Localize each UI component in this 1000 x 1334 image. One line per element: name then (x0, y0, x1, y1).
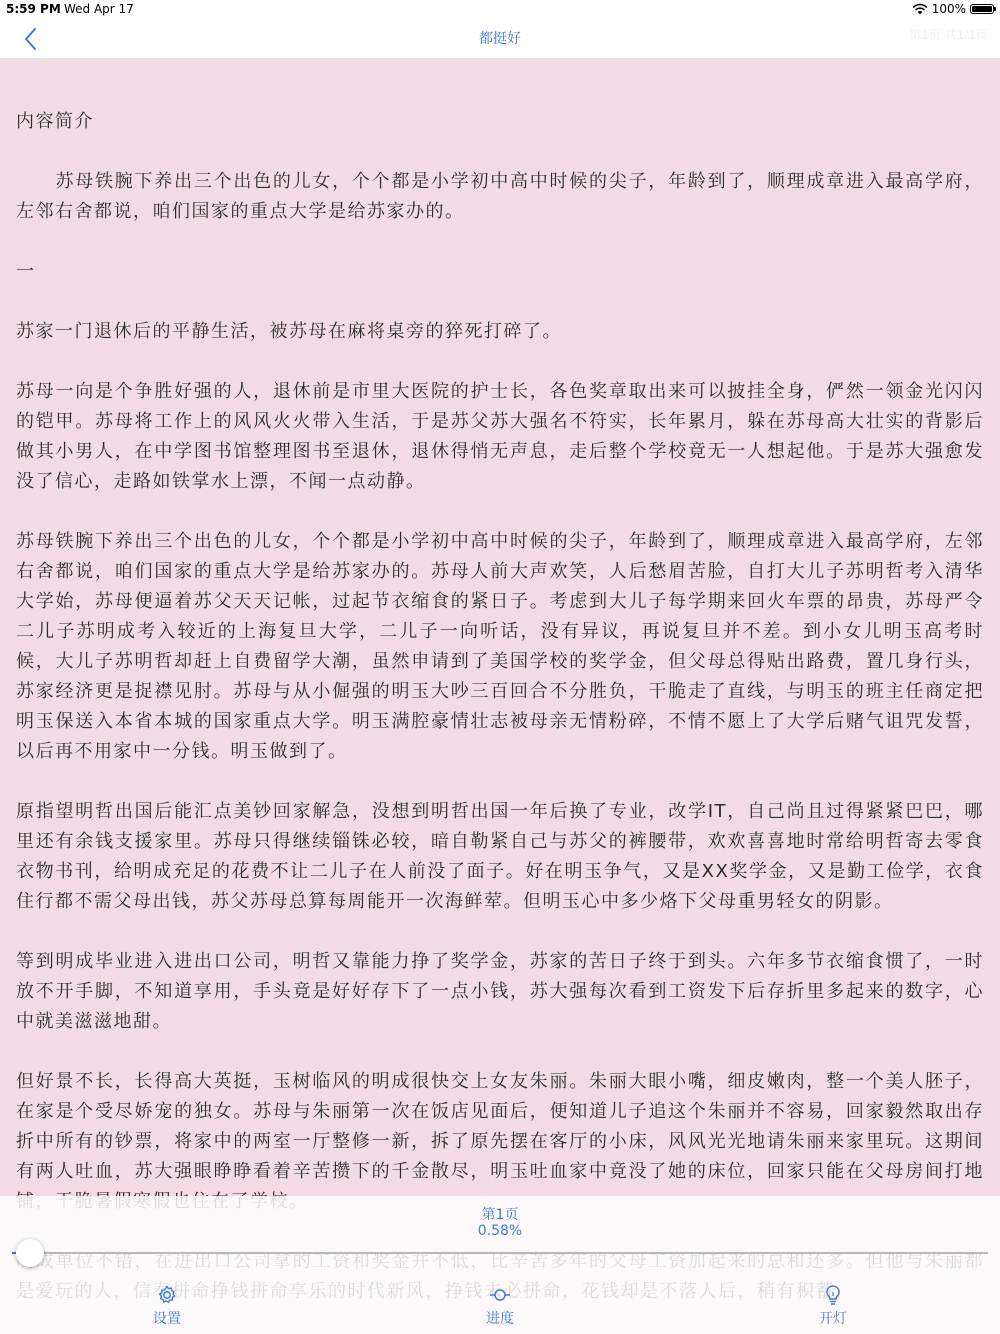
paragraph: 苏母铁腕下养出三个出色的儿女，个个都是小学初中高中时候的尖子，年龄到了，顺理成章进入最高学府，左邻右舍都说，咱们国家的重点大学是给苏家办的。苏母人前大声欢笑，人后愁眉苦脸，自打大儿子苏明哲考入清华大学始，苏母便逼着苏父天天记帐，过起节衣缩食的紧日子。考虑到大儿子每学期来回火车票的昂贵，苏母严令二儿子苏明成考入较近的上海复旦大学，二儿子一向听话，没有异议，再说复旦并不差。到小女儿明玉高考时候，大儿子苏明哲却赶上自费留学大潮，虽然申请到了美国学校的奖学金，但父母总得贴出路费，置几身行头，苏家经济更是捉襟见肘。苏母与从小倔强的明玉大吵三百回合不分胜负，干脆走了直线，与明玉的班主任商定把明玉保送入本省本城的国家重点大学。明玉满腔豪情壮志被母亲无情粉碎，不情不愿上了大学后赌气诅咒发誓，以后再不用家中一分钱。明玉做到了。 (16, 531, 984, 762)
paragraph-gap (0, 917, 1000, 947)
light-button[interactable] (798, 1284, 868, 1328)
page-indicator: 第1页 共1/1页 (909, 28, 988, 42)
progress-slider-thumb[interactable] (16, 1239, 44, 1267)
paragraph-gap (0, 767, 1000, 797)
paragraph-gap (0, 347, 1000, 377)
paragraph: 苏家一门退休后的平静生活，被苏母在麻将桌旁的猝死打碎了。 (16, 321, 562, 342)
progress-page-label: 第1页 (481, 1207, 519, 1223)
paragraph-list (0, 107, 1000, 1307)
paragraph: 一 (16, 261, 36, 282)
wifi-icon (912, 3, 928, 15)
paragraph: 内容简介 (16, 111, 94, 132)
status-right (912, 2, 994, 16)
lightbulb-icon (822, 1284, 844, 1306)
paragraph: 但好景不长，长得高大英挺，玉树临风的明成很快交上女友朱丽。朱丽大眼小嘴，细皮嫩肉，整一个美人胚子，在家是个受尽娇宠的独女。苏母与朱丽第一次在饭店见面后，便知道儿子追这个朱丽并不容易，回家毅然取出存折中所有的钞票，将家中的两室一厅整修一新，拆了原先摆在客厅的小床，风风光光地请朱丽来家里玩。这期间有两人吐血，苏大强眼睁睁看着辛苦攒下的千金散尽，明玉吐血家中竟没了她的床位，回家只能在父母房间打地 (16, 1071, 984, 1182)
battery-percent: 100% (931, 2, 966, 16)
paragraph-gap (0, 497, 1000, 527)
paragraph: 原指望明哲出国后能汇点美钞回家解急，没想到明哲出国一年后换了专业，改学IT，自己尚且过得紧紧巴巴，哪里还有余钱支援家里。苏母只得继续锱铢必较，暗自勒紧自己与苏父的裤腰带，欢欢喜喜地时常给明哲寄去零食衣物书刊，给明成充足的花费不让二儿子在人前没了面子。好在明玉争气，又是XX奖学金，又是勤工俭学，衣食住行都不需父母出钱，苏父苏母总算每周能开一次海鲜荤。但明玉心中多少烙下父母重男轻女的阴影。 (16, 801, 984, 912)
paragraph: 苏母铁腕下养出三个出色的儿女，个个都是小学初中高中时候的尖子，年龄到了，顺理成章进入最高学府，左邻右舍都说，咱们国家的重点大学是给苏家办的。 (16, 171, 984, 222)
paragraph-gap (0, 227, 1000, 257)
status-date: Wed Apr 17 (64, 2, 134, 16)
reader-content[interactable] (0, 59, 1000, 1334)
paragraph: 等到明成毕业进入进出口公司，明哲又靠能力挣了奖学金，苏家的苦日子终于到头。六年多节衣缩食惯了，一时放不开手脚，不知道享用，手头竟是好好存下了一点小钱，苏大强每次看到工资发下后存折里多起来的数字，心中就美滋滋地甜。 (16, 951, 984, 1032)
page-title: 都挺好 (479, 31, 521, 47)
status-time: 5:59 PM (6, 2, 61, 16)
paragraph-gap (0, 287, 1000, 317)
nav-bar (0, 20, 1000, 59)
settings-label: 设置 (153, 1311, 181, 1327)
progress-slider[interactable] (12, 1252, 988, 1254)
bottom-panel (0, 1196, 1000, 1334)
paragraph: 苏母一向是个争胜好强的人，退休前是市里大医院的护士长，各色奖章取出来可以披挂全身，俨然一领金光闪闪的铠甲。苏母将工作上的风风火火带入生活，于是苏父苏大强名不符实，长年累月，躲在苏母高大壮实的背影后做其小男人，在中学图书馆整理图书至退休，退休得悄无声息，走后整个学校竟无一人想起他。于是苏大强愈发没了信心，走路如铁掌水上漂，不闻一点动静。 (16, 381, 984, 492)
progress-icon (489, 1284, 511, 1306)
paragraph-gap (0, 1037, 1000, 1067)
paragraph-gap (0, 137, 1000, 167)
gear-icon (156, 1284, 178, 1306)
progress-label: 进度 (486, 1311, 514, 1327)
battery-icon (970, 4, 994, 14)
settings-button[interactable] (132, 1284, 202, 1328)
status-bar (0, 0, 1000, 20)
progress-percent-label: 0.58% (477, 1223, 523, 1239)
progress-button[interactable] (465, 1284, 535, 1328)
light-label: 开灯 (819, 1311, 847, 1327)
